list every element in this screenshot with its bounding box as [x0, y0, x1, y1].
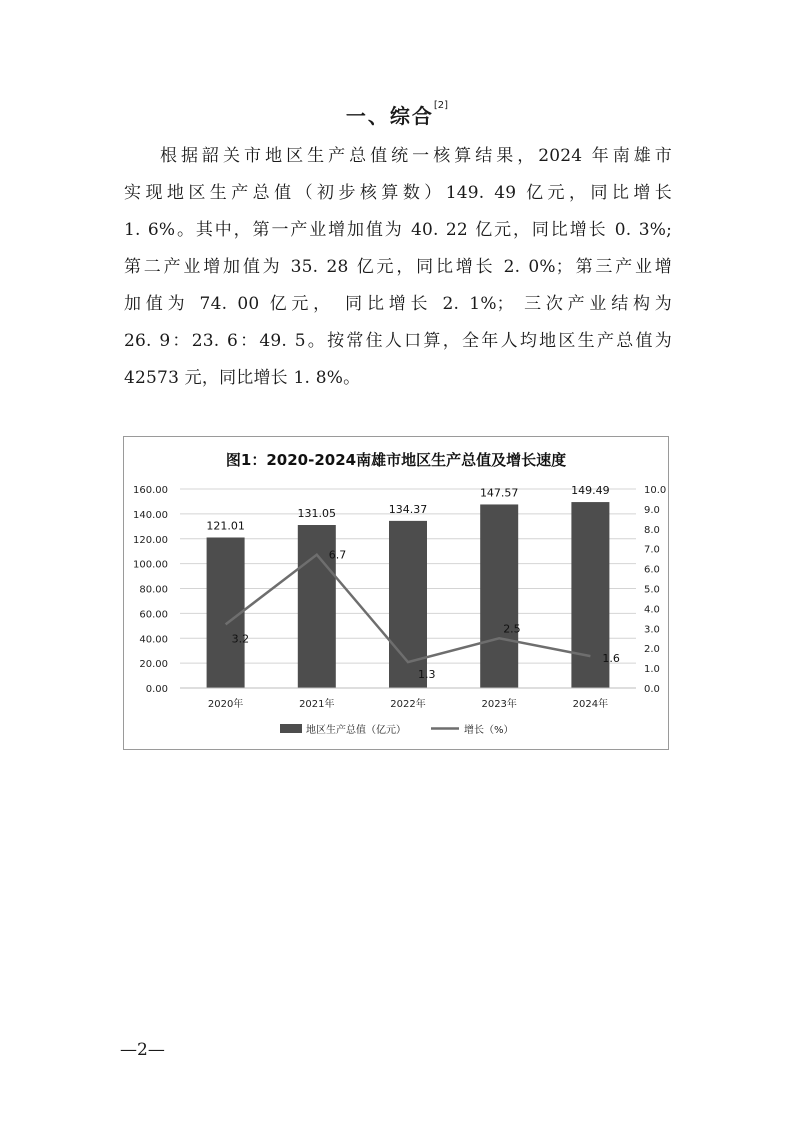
chart-title: 图1：2020-2024南雄市地区生产总值及增长速度 — [225, 451, 567, 469]
line-value-label: 6.7 — [328, 548, 347, 562]
chart-canvas — [124, 437, 668, 749]
y-right-tick-label: 7.0 — [644, 544, 660, 556]
paragraph-line: 1. 6%。其中，第一产业增加值为 40. 22 亿元，同比增长 0. 3%; — [124, 220, 672, 240]
y-right-tick-label: 4.0 — [644, 604, 660, 616]
paragraph-line: 实现地区生产总值（初步核算数）149. 49 亿元，同比增长 — [124, 183, 672, 203]
paragraph-line: 26. 9：23. 6：49. 5。按常住人口算，全年人均地区生产总值为 — [124, 331, 672, 351]
y-right-tick-label: 10.0 — [644, 485, 667, 496]
gdp-chart — [123, 436, 669, 750]
y-left-tick-label: 140.00 — [133, 509, 168, 521]
x-tick-label: 2023年 — [481, 699, 517, 710]
y-right-tick-label: 6.0 — [644, 564, 660, 576]
section-title: 一、综合 — [345, 104, 434, 128]
x-tick-label: 2021年 — [299, 699, 335, 710]
line-value-label: 1.3 — [418, 668, 436, 682]
y-right-tick-label: 9.0 — [644, 504, 660, 516]
y-right-tick-label: 0.0 — [644, 684, 660, 695]
legend-swatch-bar — [280, 724, 302, 733]
x-tick-label: 2022年 — [390, 699, 426, 710]
paragraph-line: 第二产业增加值为 35. 28 亿元，同比增长 2. 0%；第三产业增 — [124, 257, 672, 277]
y-right-tick-label: 2.0 — [644, 644, 660, 656]
y-left-tick-label: 100.00 — [133, 559, 168, 571]
y-left-tick-label: 0.00 — [145, 684, 168, 695]
bar-value-label: 131.05 — [297, 507, 337, 521]
footnote-marker[interactable]: [2] — [433, 100, 449, 111]
page-number: —2— — [120, 1040, 165, 1060]
line-value-label: 1.6 — [602, 652, 620, 666]
y-left-tick-label: 40.00 — [139, 634, 168, 646]
paragraph-line: 根据韶关市地区生产总值统一核算结果，2024 年南雄市 — [160, 146, 672, 166]
legend-label: 增长（%） — [464, 725, 514, 736]
y-left-tick-label: 20.00 — [139, 659, 168, 671]
y-left-tick-label: 60.00 — [139, 609, 168, 621]
line-value-label: 3.2 — [231, 632, 250, 646]
chart-bar — [480, 504, 518, 688]
paragraph-line: 42573 元，同比增长 1. 8%。 — [124, 368, 361, 388]
legend-label: 地区生产总值（亿元） — [306, 725, 406, 736]
y-right-tick-label: 1.0 — [644, 664, 660, 676]
y-left-tick-label: 120.00 — [133, 534, 168, 546]
y-right-tick-label: 8.0 — [644, 524, 660, 536]
section-heading — [0, 100, 794, 129]
summary-paragraph — [124, 138, 672, 397]
y-left-tick-label: 80.00 — [139, 584, 168, 596]
bar-value-label: 147.57 — [479, 486, 519, 500]
paragraph-line: 加值为 74. 00 亿元， 同比增长 2. 1%； 三次产业结构为 — [124, 294, 672, 314]
y-left-tick-label: 160.00 — [133, 485, 168, 496]
x-tick-label: 2024年 — [572, 699, 609, 710]
bar-value-label: 134.37 — [388, 502, 428, 516]
bar-value-label: 121.01 — [206, 519, 245, 533]
y-right-tick-label: 3.0 — [644, 624, 660, 636]
bar-value-label: 149.49 — [571, 484, 610, 498]
line-value-label: 2.5 — [503, 622, 521, 636]
x-tick-label: 2020年 — [207, 699, 244, 710]
y-right-tick-label: 5.0 — [644, 584, 660, 596]
